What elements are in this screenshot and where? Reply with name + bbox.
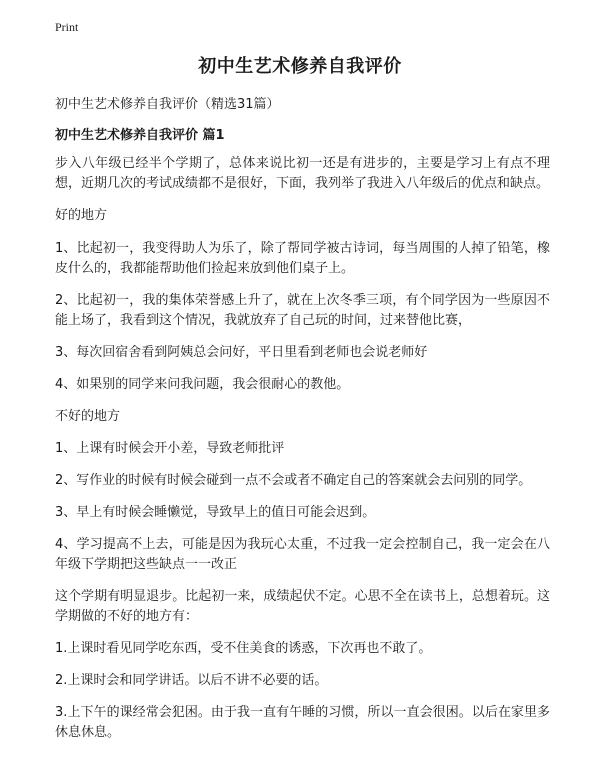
paragraph-good-heading: 好的地方	[55, 208, 108, 223]
document-body	[55, 154, 550, 743]
paragraph-good-2: 2、比起初一，我的集体荣誉感上升了，就在上次冬季三项，有个同学因为一些原因不能上场了，我看到这个情况，我就放弃了自己玩的时间，过来替他比赛，	[55, 293, 550, 328]
page-title: 初中生艺术修养自我评价	[198, 56, 402, 77]
paragraph-bad-3: 3、早上有时候会睡懒觉，导致早上的值日可能会迟到。	[55, 505, 376, 520]
document-subtitle: 初中生艺术修养自我评价（精选31篇）	[55, 97, 280, 112]
paragraph-issue-2: 2.上课时会和同学讲话。以后不讲不必要的话。	[55, 673, 328, 688]
paragraph-bad-1: 1、上课有时候会开小差，导致老师批评	[55, 441, 285, 456]
paragraph-good-4: 4、如果别的同学来问我问题，我会很耐心的教他。	[55, 377, 350, 392]
paragraph-regress: 这个学期有明显退步。比起初一来，成绩起伏不定。心思不全在读书上，总想着玩。这学期做的不好的地方有：	[55, 589, 550, 624]
paragraph-intro: 步入八年级已经半个学期了，总体来说比初一还是有进步的，主要是学习上有点不理想，近期几次的考试成绩都不是很好，下面，我列举了我进入八年级后的优点和缺点。	[55, 156, 550, 191]
paragraph-issue-3: 3.上下午的课经常会犯困。由于我一直有午睡的习惯，所以一直会很困。以后在家里多休息休息。	[55, 705, 550, 740]
paragraph-good-1: 1、比起初一，我变得助人为乐了，除了帮同学被古诗词，每当周围的人掉了铅笔，橡皮什么的，我都能帮助他们捡起来放到他们桌子上。	[55, 241, 550, 276]
paragraph-issue-1: 1.上课时看见同学吃东西，受不住美食的诱惑，下次再也不敢了。	[55, 641, 432, 656]
paragraph-bad-4: 4、学习提高不上去，可能是因为我玩心太重，不过我一定会控制自己，我一定会在八年级下学期把这些缺点一一改正	[55, 537, 550, 572]
section-heading: 初中生艺术修养自我评价 篇1	[55, 128, 225, 143]
paragraph-good-3: 3、每次回宿舍看到阿姨总会问好，平日里看到老师也会说老师好	[55, 345, 428, 360]
paragraph-bad-heading: 不好的地方	[55, 409, 121, 424]
print-label: Print	[55, 20, 79, 34]
paragraph-bad-2: 2、写作业的时候有时候会碰到一点不会或者不确定自己的答案就会去问别的同学。	[55, 473, 532, 488]
